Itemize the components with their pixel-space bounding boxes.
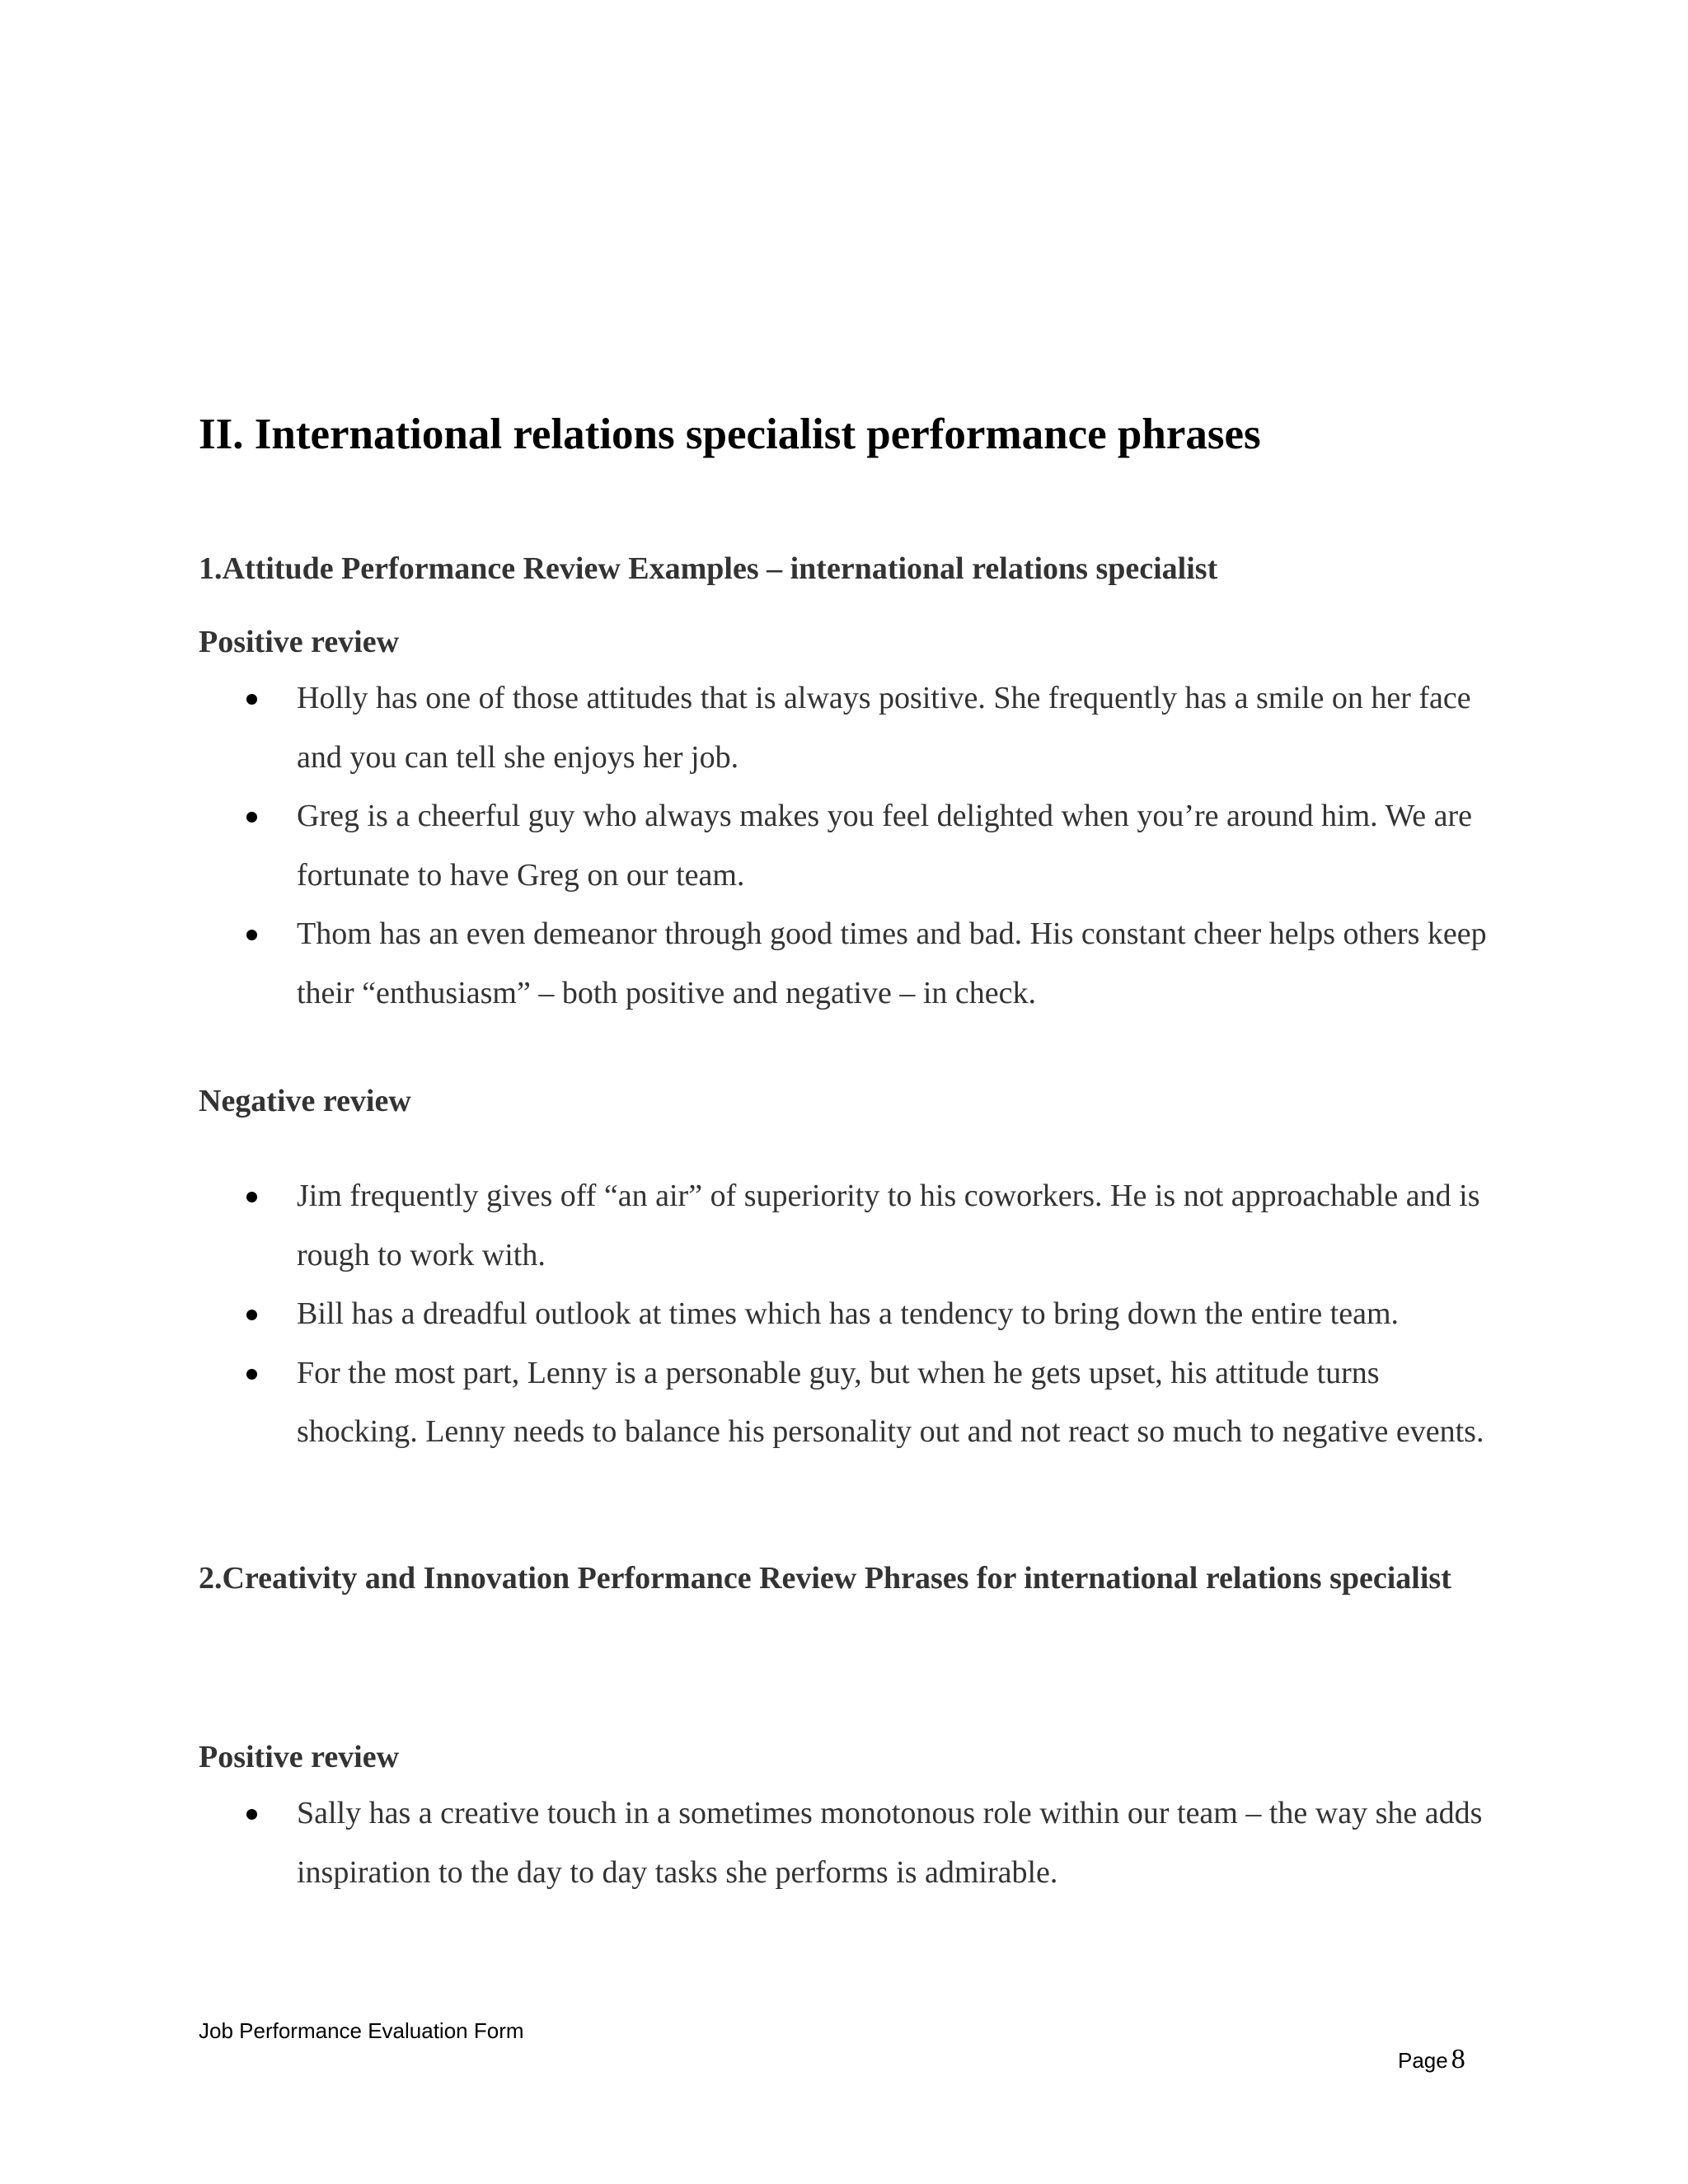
list-item — [0, 1167, 1688, 1285]
page-title: II. International relations specialist performance phrases — [199, 410, 1261, 458]
list-item-text: Holly has one of those attitudes that is always positive. She frequently has a smile on her face and you can tell she enjoys her job. — [297, 681, 1471, 775]
attitude-positive-list — [0, 669, 1688, 1023]
bullet-icon — [246, 812, 257, 823]
list-item — [0, 1784, 1688, 1902]
page-number: 8 — [1451, 2044, 1465, 2074]
bullet-icon — [246, 1369, 257, 1380]
list-item-text: Greg is a cheerful guy who always makes you feel delighted when you’re around him. We are fortunate to have Greg on our team. — [297, 799, 1473, 893]
positive-review-label: Positive review — [199, 625, 400, 659]
negative-review-label: Negative review — [199, 1084, 411, 1118]
section-heading-creativity: 2.Creativity and Innovation Performance Review Phrases for international relations specialist — [199, 1561, 1451, 1596]
list-item-text: For the most part, Lenny is a personable guy, but when he gets upset, his attitude turns shocking. Lenny needs to balance his personality out and not react so much to negative events. — [297, 1355, 1484, 1449]
footer-form-name: Job Performance Evaluation Form — [199, 2018, 524, 2043]
list-item — [0, 905, 1688, 1023]
bullet-icon — [246, 1809, 257, 1820]
creativity-positive-list — [0, 1784, 1688, 1902]
page-label: Page — [1398, 2048, 1448, 2073]
list-item-text: Sally has a creative touch in a sometimes monotonous role within our team – the way she adds inspiration to the day to day tasks she performs is admirable. — [297, 1796, 1483, 1890]
attitude-negative-list — [0, 1167, 1688, 1462]
list-item — [0, 1285, 1688, 1344]
bullet-icon — [246, 930, 257, 940]
list-item-text: Thom has an even demeanor through good times and bad. His constant cheer helps others keep their “enthusiasm” – both positive and negative – in check. — [297, 916, 1487, 1010]
list-item — [0, 669, 1688, 787]
section-heading-attitude: 1.Attitude Performance Review Examples – international relations specialist — [199, 551, 1218, 586]
list-item — [0, 1344, 1688, 1462]
page-number-footer — [1398, 2044, 1465, 2075]
list-item — [0, 787, 1688, 905]
positive-review-label: Positive review — [199, 1740, 400, 1774]
bullet-icon — [246, 1192, 257, 1202]
list-item-text: Jim frequently gives off “an air” of superiority to his coworkers. He is not approachable and is rough to work with. — [297, 1179, 1480, 1272]
bullet-icon — [246, 694, 257, 705]
list-item-text: Bill has a dreadful outlook at times which has a tendency to bring down the entire team. — [297, 1296, 1400, 1331]
bullet-icon — [246, 1310, 257, 1320]
